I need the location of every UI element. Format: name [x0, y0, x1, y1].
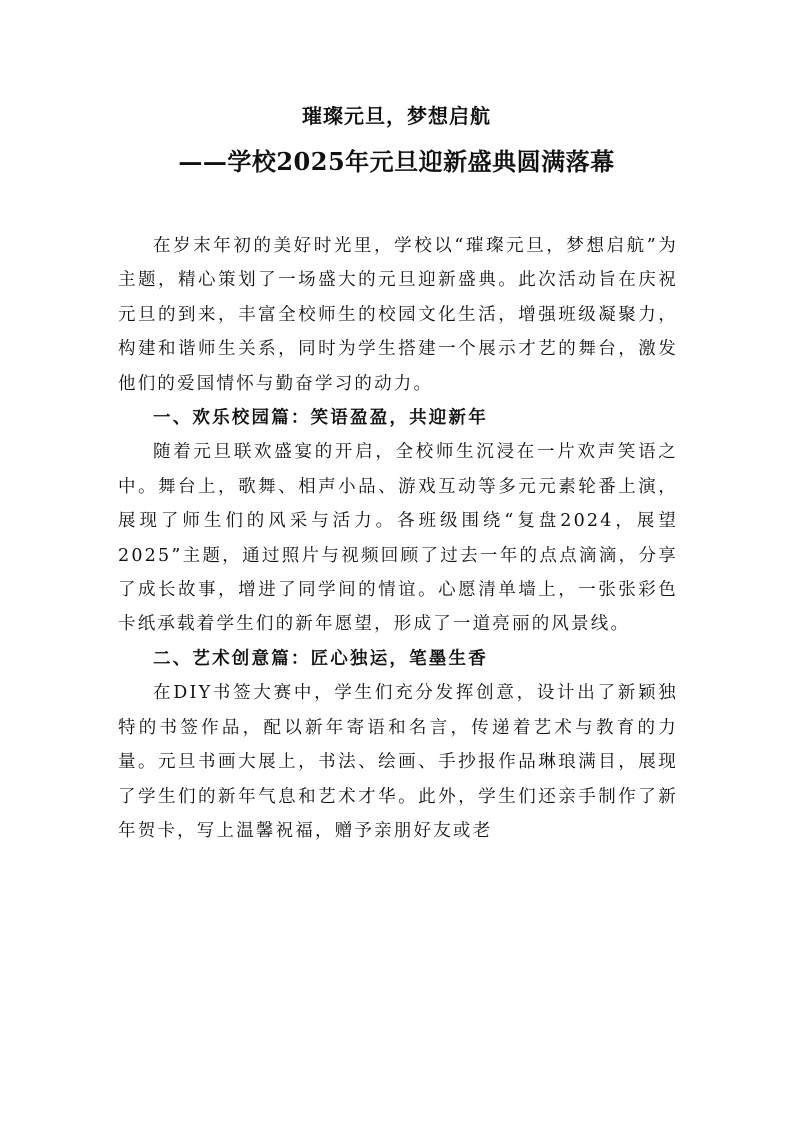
section-heading-1: 一、欢乐校园篇：笑语盈盈，共迎新年: [153, 408, 488, 429]
document-subtitle: ——学校2025年元旦迎新盛典圆满落幕: [178, 147, 615, 176]
section-heading-2: 二、艺术创意篇：匠心独运，笔墨生香: [153, 648, 488, 669]
document-title: 璀璨元旦，梦想启航: [302, 104, 491, 128]
section-paragraph-1: 随着元旦联欢盛宴的开启，全校师生沉浸在一片欢声笑语之中。舞台上，歌舞、相声小品、游戏互动等多元元素轮番上演，展现了师生们的风采与活力。各班级围绕“复盘2024，展望2025”主题，通过照片与视频回顾了过去一年的点点滴滴，分享了成长故事，增进了同学间的情谊。心愿清单墙上，一张张彩色卡纸承载着学生们的新年愿望，形成了一道亮丽的风景线。: [118, 442, 678, 635]
document-body: [118, 229, 678, 848]
section-paragraph-2: 在DIY书签大赛中，学生们充分发挥创意，设计出了新颖独特的书签作品，配以新年寄语和名言，传递着艺术与教育的力量。元旦书画大展上，书法、绘画、手抄报作品琳琅满目，展现了学生们的新年气息和艺术才华。此外，学生们还亲手制作了新年贺卡，写上温馨祝福，赠予亲朋好友或老: [118, 683, 678, 841]
intro-paragraph: 在岁末年初的美好时光里，学校以“璀璨元旦，梦想启航”为主题，精心策划了一场盛大的元旦迎新盛典。此次活动旨在庆祝元旦的到来，丰富全校师生的校园文化生活，增强班级凝聚力，构建和谐师生关系，同时为学生搭建一个展示才艺的舞台，激发他们的爱国情怀与勤奋学习的动力。: [118, 236, 678, 394]
